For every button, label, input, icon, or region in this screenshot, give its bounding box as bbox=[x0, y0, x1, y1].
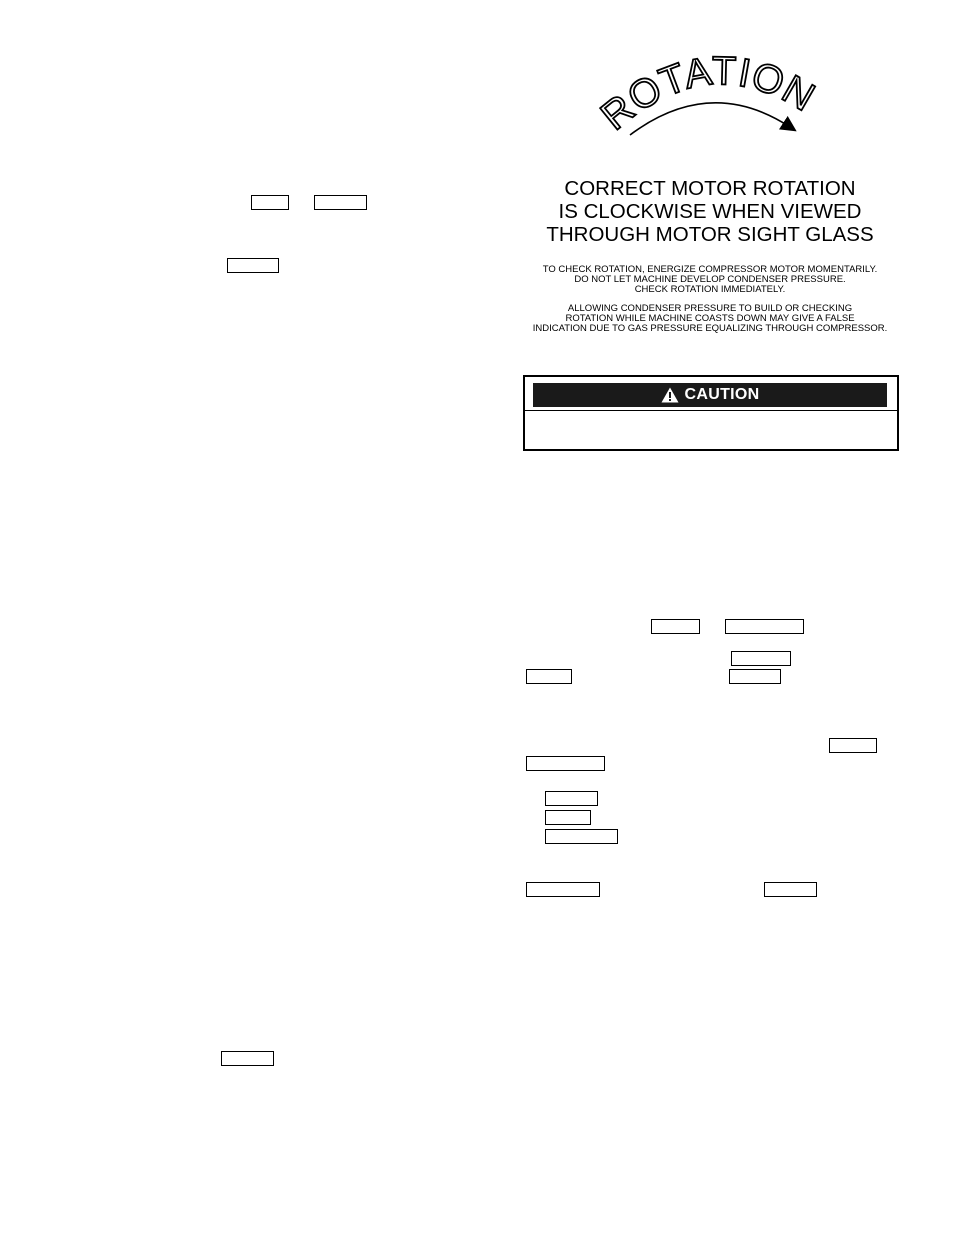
reference-box bbox=[526, 669, 572, 684]
instruction-line: DO NOT LET MACHINE DEVELOP CONDENSER PRESSURE. bbox=[574, 274, 846, 285]
reference-box bbox=[526, 756, 605, 771]
instruction-line: ROTATION WHILE MACHINE COASTS DOWN MAY GIVE A FALSE bbox=[565, 313, 855, 324]
reference-box bbox=[227, 258, 279, 273]
caution-label: CAUTION bbox=[684, 386, 760, 403]
reference-box bbox=[545, 829, 618, 844]
instruction-line: TO CHECK ROTATION, ENERGIZE COMPRESSOR MOTOR MOMENTARILY. bbox=[542, 264, 878, 275]
warning-triangle-icon bbox=[661, 387, 679, 403]
reference-box bbox=[221, 1051, 274, 1066]
headline-line-1: CORRECT MOTOR ROTATION bbox=[564, 177, 856, 200]
rotation-arc-graphic bbox=[590, 55, 830, 150]
divider bbox=[525, 410, 897, 411]
reference-box bbox=[251, 195, 289, 210]
instruction-line: CHECK ROTATION IMMEDIATELY. bbox=[634, 284, 786, 295]
reference-box bbox=[829, 738, 877, 753]
reference-box bbox=[545, 810, 591, 825]
reference-box bbox=[725, 619, 804, 634]
instruction-line: ALLOWING CONDENSER PRESSURE TO BUILD OR CHECKING bbox=[567, 303, 853, 314]
reference-box bbox=[526, 882, 600, 897]
reference-box bbox=[731, 651, 791, 666]
reference-box bbox=[729, 669, 781, 684]
caution-box bbox=[523, 375, 899, 451]
reference-box bbox=[651, 619, 700, 634]
headline-line-2: IS CLOCKWISE WHEN VIEWED bbox=[558, 200, 862, 223]
reference-box bbox=[314, 195, 367, 210]
caution-header bbox=[533, 383, 887, 407]
rotation-title: ROTATION bbox=[592, 55, 823, 139]
reference-box bbox=[764, 882, 817, 897]
headline-line-3: THROUGH MOTOR SIGHT GLASS bbox=[546, 223, 874, 246]
reference-box bbox=[545, 791, 598, 806]
instruction-line: INDICATION DUE TO GAS PRESSURE EQUALIZING THROUGH COMPRESSOR. bbox=[532, 323, 888, 334]
